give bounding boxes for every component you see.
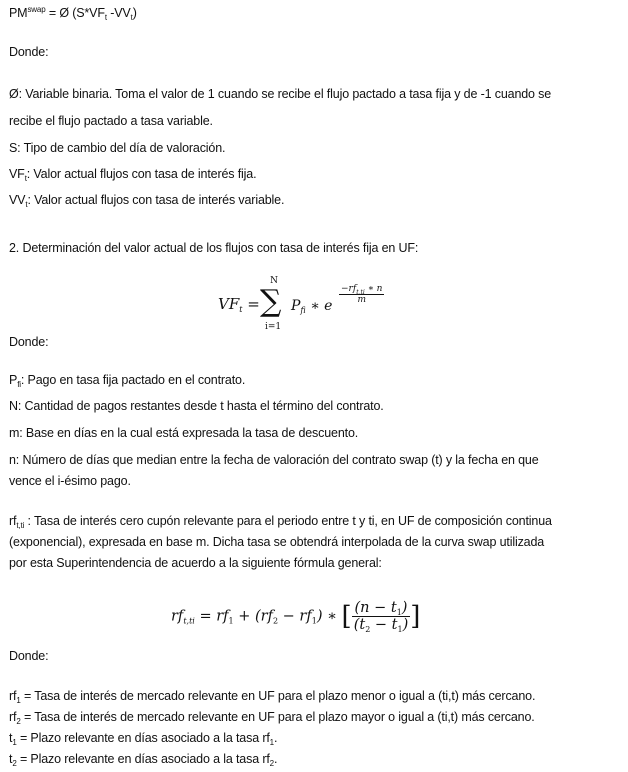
frac-den: (t (353, 617, 366, 633)
times-e: ∗ e (310, 298, 333, 314)
rf-formula-eq: = (199, 608, 212, 625)
rf-fraction-den (352, 617, 411, 633)
def-sub: 1 (16, 696, 21, 705)
pfi-sub: fi (17, 380, 21, 389)
rf-text: : Tasa de interés cero cupón relevante para el periodo entre t y ti, en UF de composición continua (24, 514, 552, 528)
vv-definition (9, 193, 284, 207)
pfi-definition (9, 373, 245, 387)
rf-definition-line1 (9, 514, 552, 528)
rf-fraction-num (352, 600, 411, 617)
rf-formula-minus: − rf (278, 608, 312, 625)
pfi-text: : Pago en tasa fija pactado en el contrato. (20, 373, 246, 387)
vf-term (291, 298, 332, 314)
phi-text: : Variable binaria. Toma el valor de 1 cuando se recibe el flujo pactado a tasa fija y de -1 cuando se (18, 87, 552, 101)
exp-num-sub: t,ti (356, 289, 365, 296)
def-tail-sub: 2 (269, 759, 274, 768)
frac-num-sub: 1 (396, 608, 402, 617)
rf-formula-rf1: rf (216, 608, 229, 625)
frac-den-sub1: 1 (397, 625, 403, 634)
pm-label: PM (9, 6, 28, 20)
vf-sub: t (104, 13, 107, 22)
exponent (339, 284, 384, 305)
rf1-definition (9, 689, 535, 703)
s-definition: S: Tipo de cambio del día de valoración. (9, 141, 226, 155)
rf-formula-plus: + (rf (233, 608, 273, 625)
def-label: t (9, 752, 13, 766)
vf-formula-label: VF (218, 295, 240, 313)
rf-definition-line2: (exponencial), expresada en base m. Dicha tasa se obtendrá interpolada de la curva swap utilizada (9, 535, 545, 549)
def-text: = Plazo relevante en días asociado a la tasa rf (16, 731, 270, 745)
pm-mid: -VV (106, 6, 131, 20)
def-label: rf (9, 689, 17, 703)
section-2-title: 2. Determinación del valor actual de los flujos con tasa de interés fija en UF: (9, 241, 419, 255)
rf-formula (171, 600, 420, 633)
vf-text: : Valor actual flujos con tasa de interés fija. (26, 167, 257, 181)
bracket-close: ] (410, 601, 421, 632)
vf-definition (9, 167, 256, 181)
def-text: = Tasa de interés de mercado relevante en UF para el plazo mayor o igual a (ti,t) más cercano. (20, 710, 535, 724)
frac-den-mid: − t (370, 617, 398, 633)
vv-sub: t (130, 13, 133, 22)
def-label: rf (9, 710, 17, 724)
phi-label: Ø (9, 87, 19, 101)
sum-lower: i=1 (265, 322, 282, 332)
frac-num: (n − t (354, 600, 397, 616)
exponent-numerator (339, 284, 384, 295)
pm-close: ) (132, 6, 137, 20)
vf-formula-sub: t (239, 305, 243, 314)
phi-definition-line1 (9, 87, 551, 101)
def-sub: 2 (12, 759, 17, 768)
donde-label-3: Donde: (9, 649, 49, 663)
n-lower-definition-line2: vence el i-ésimo pago. (9, 474, 131, 488)
rf-formula-rf1-sub: 1 (228, 616, 234, 626)
sum-upper: N (270, 276, 278, 286)
vv-label-sub: t (25, 200, 28, 209)
n-lower-definition-line1: n: Número de días que median entre la fecha de valoración del contrato swap (t) y la fecha en que (9, 453, 539, 467)
rf-fraction (352, 600, 411, 633)
pm-sup: swap (27, 5, 46, 14)
rf-definition-line3: por esta Superintendencia de acuerdo a la siguiente fórmula general: (9, 556, 382, 570)
pfi-term-sub: fi (300, 306, 306, 315)
pfi-term: P (291, 298, 301, 314)
vf-formula-eq: = (247, 295, 260, 313)
donde-label-2: Donde: (9, 335, 49, 349)
exponent-denominator: m (357, 295, 367, 305)
def-sub: 1 (12, 738, 17, 747)
pfi-label: P (9, 373, 18, 387)
def-tail-sub: 1 (269, 738, 274, 747)
rf-label: rf (9, 514, 17, 528)
vf-formula-lhs (218, 295, 260, 313)
frac-den-close: ) (402, 617, 409, 633)
vf-label-sub: t (24, 174, 27, 183)
def-text: = Tasa de interés de mercado relevante en UF para el plazo menor o igual a (ti,t) más cercano. (20, 689, 536, 703)
donde-label-1: Donde: (9, 45, 49, 59)
vv-text: : Valor actual flujos con tasa de interés variable. (27, 193, 285, 207)
exp-num: −rf (341, 284, 357, 294)
sum-symbol: ∑ (260, 284, 282, 319)
def-tail: . (273, 752, 278, 766)
exp-num-tail: ∗ n (364, 284, 383, 294)
rf-formula-times: ) ∗ (316, 608, 337, 625)
t1-definition (9, 731, 277, 745)
phi-definition-line2: recibe el flujo pactado a tasa variable. (9, 114, 213, 128)
frac-den-sub2: 2 (365, 625, 371, 634)
vv-label: VV (9, 193, 26, 207)
rf-formula-lhs-sub: t,ti (183, 616, 195, 626)
n-upper-definition: N: Cantidad de pagos restantes desde t hasta el término del contrato. (9, 399, 384, 413)
frac-num-close: ) (401, 600, 408, 616)
rf-sub: t,ti (16, 521, 25, 530)
bracket-open: [ (341, 601, 352, 632)
pm-swap-formula (9, 6, 137, 20)
rf-formula-rf2-sub: 2 (272, 616, 279, 626)
t2-definition (9, 752, 277, 766)
def-text: = Plazo relevante en días asociado a la tasa rf (16, 752, 270, 766)
pm-eq: = Ø (S*VF (45, 6, 105, 20)
def-tail: . (273, 731, 278, 745)
vf-label: VF (9, 167, 25, 181)
rf-formula-lhs: rf (171, 608, 184, 625)
def-label: t (9, 731, 13, 745)
rf2-definition (9, 710, 535, 724)
m-definition: m: Base en días en la cual está expresada la tasa de descuento. (9, 426, 359, 440)
def-sub: 2 (16, 717, 21, 726)
rf-formula-rf1b-sub: 1 (311, 616, 317, 626)
